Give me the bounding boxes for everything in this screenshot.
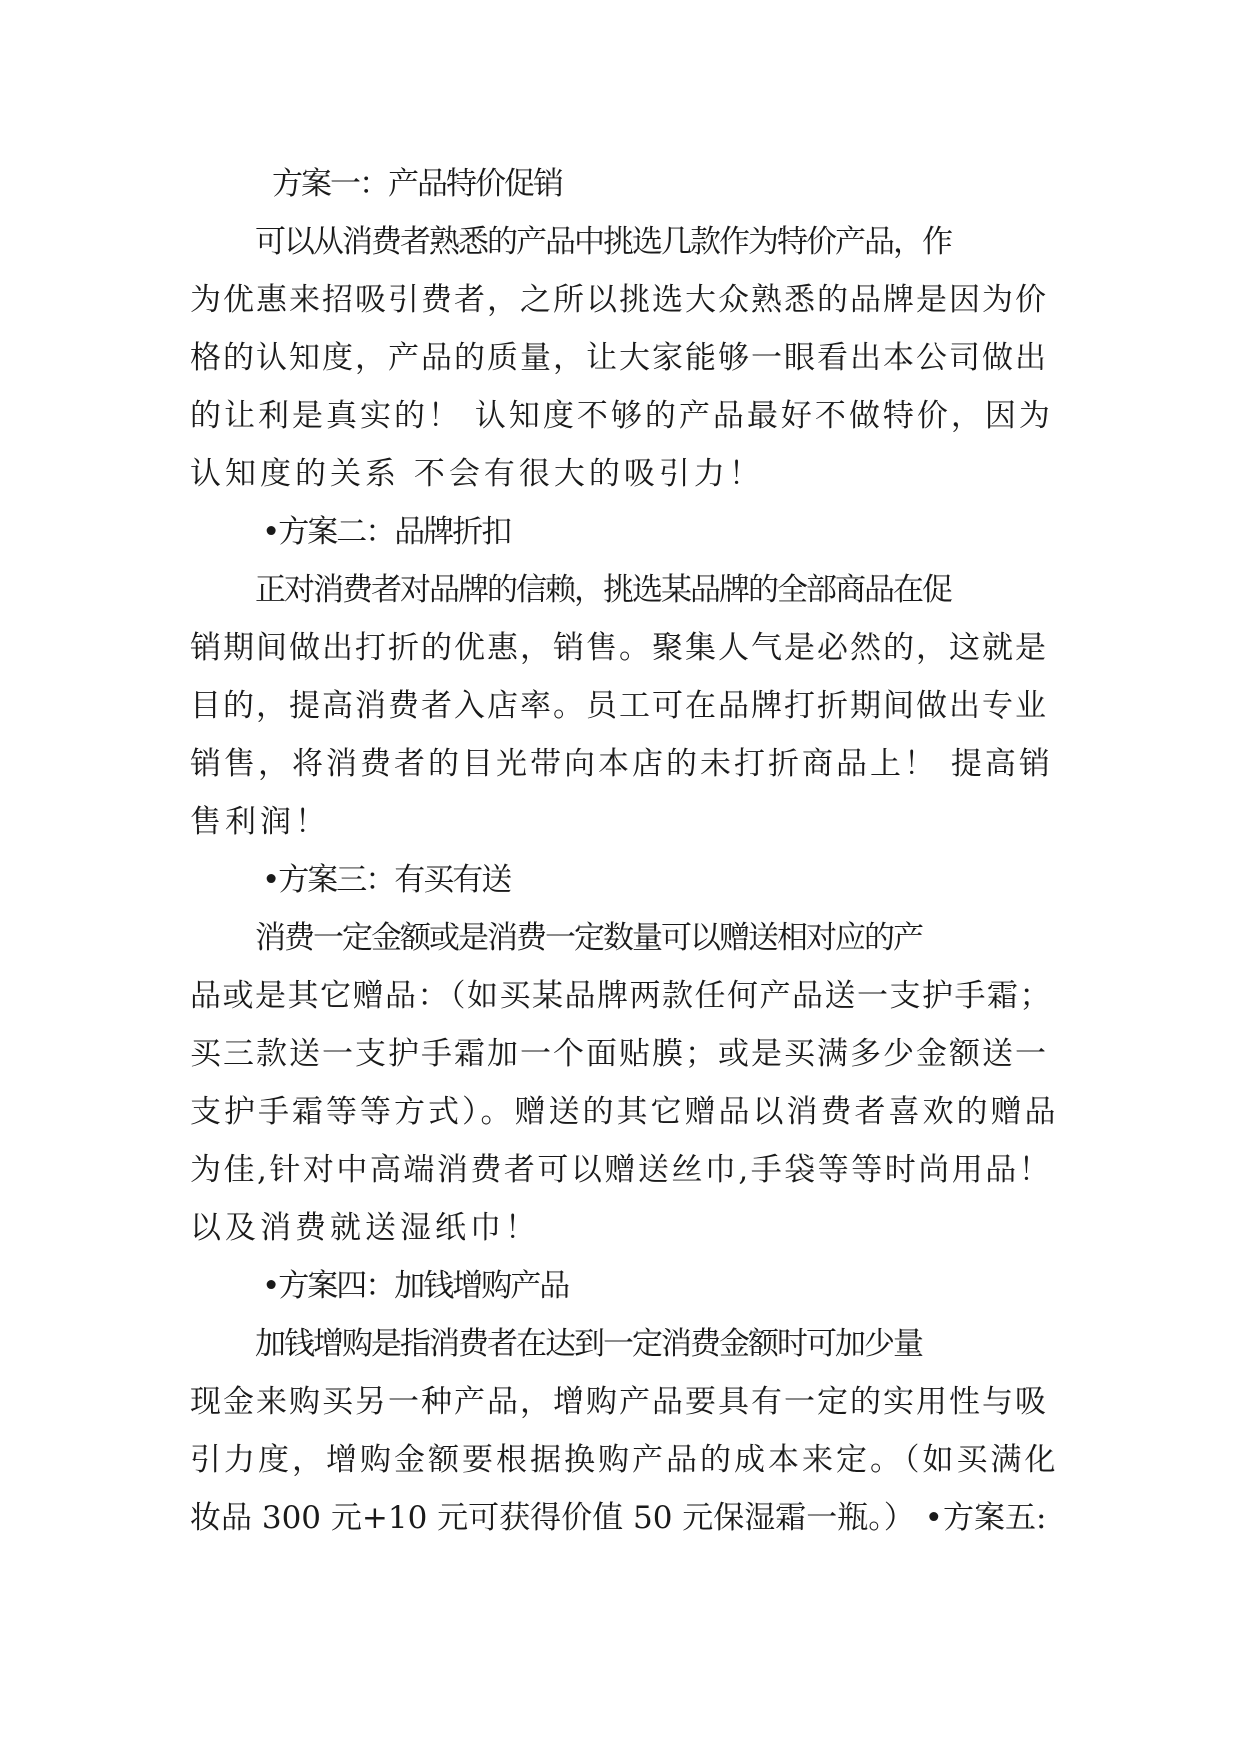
paragraph-line: 引力度，增购金额要根据换购产品的成本来定。（如买满化 (190, 1442, 1059, 1478)
paragraph-line: 加钱增购是指消费者在达到一定消费金额时可加少量 (255, 1326, 922, 1362)
paragraph-line: 以及消费就送湿纸巾！ (190, 1210, 540, 1246)
paragraph-line: 买三款送一支护手霜加一个面贴膜；或是买满多少金额送一 (190, 1036, 1048, 1072)
heading-plan-one: 方案一：产品特价促销 (272, 166, 562, 202)
heading-plan-three: •方案三：有买有送 (262, 862, 511, 898)
paragraph-line: 格的认知度，产品的质量，让大家能够一眼看出本公司做出 (190, 340, 1048, 376)
paragraph-line: 妆品 300 元+10 元可获得价值 50 元保湿霜一瓶。） •方案五: (190, 1500, 1047, 1536)
paragraph-line: 的让利是真实的！ 认知度不够的产品最好不做特价，因为 (190, 398, 1053, 434)
paragraph-line: 为佳,针对中高端消费者可以赠送丝巾,手袋等等时尚用品！ (190, 1152, 1053, 1188)
paragraph-line: 目的，提高消费者入店率。员工可在品牌打折期间做出专业 (190, 688, 1048, 724)
paragraph-line: 销售，将消费者的目光带向本店的未打折商品上！ 提高销 (190, 746, 1053, 782)
paragraph-line: 正对消费者对品牌的信赖，挑选某品牌的全部商品在促 (255, 572, 951, 608)
paragraph-line: 支护手霜等等方式）。赠送的其它赠品以消费者喜欢的赠品 (190, 1094, 1059, 1130)
paragraph-line: 售利润！ (190, 804, 330, 840)
heading-plan-two: •方案二：品牌折扣 (262, 514, 511, 550)
paragraph-line: 消费一定金额或是消费一定数量可以赠送相对应的产 (255, 920, 922, 956)
paragraph-line: 现金来购买另一种产品，增购产品要具有一定的实用性与吸 (190, 1384, 1048, 1420)
paragraph-line: 品或是其它赠品：（如买某品牌两款任何产品送一支护手霜； (190, 978, 1052, 1014)
paragraph-line: 销期间做出打折的优惠，销售。聚集人气是必然的，这就是 (190, 630, 1048, 666)
paragraph-line: 可以从消费者熟悉的产品中挑选几款作为特价产品，作 (255, 224, 951, 260)
paragraph-line: 为优惠来招吸引费者，之所以挑选大众熟悉的品牌是因为价 (190, 282, 1048, 318)
heading-plan-four: •方案四：加钱增购产品 (262, 1268, 569, 1304)
paragraph-line: 认知度的关系 不会有很大的吸引力！ (190, 456, 764, 492)
